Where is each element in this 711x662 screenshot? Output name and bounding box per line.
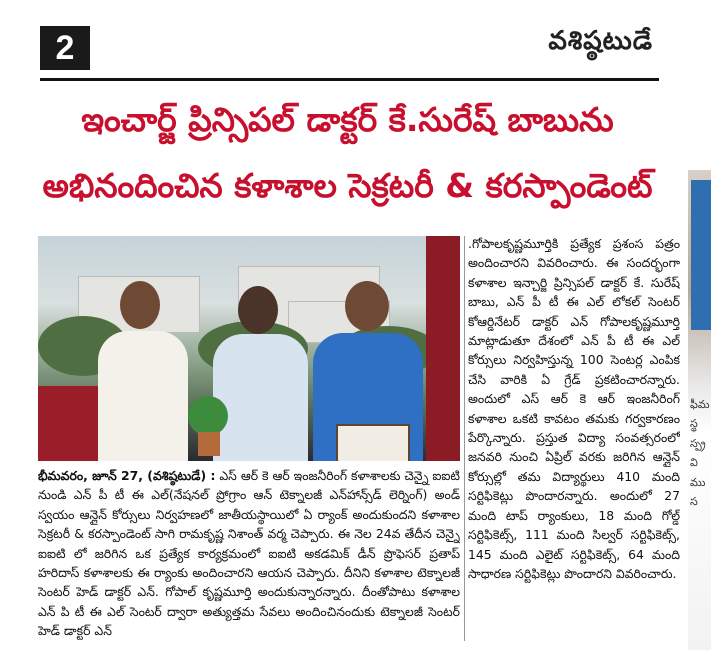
headline-line-1: ఇంచార్జ్ ప్రిన్సిపల్ డాక్టర్ కే.సురేష్ బాబును [81,100,614,139]
column-divider [464,236,465,641]
page-number: 2 [40,26,90,70]
news-photo [38,236,460,461]
red-sofa [38,386,98,461]
adjacent-article-text: ఫీమ స్థ స్ప్ర వి ము స [690,398,710,509]
masthead-logo: వశిష్ఠటుడే [548,26,653,56]
plant-gift [188,396,228,436]
red-curtain [426,236,460,461]
award-certificate [336,424,410,461]
article-body-left [38,466,460,642]
adjacent-photo-person [691,180,711,330]
person-center [213,286,308,461]
article-dateline: భీమవరం, జూన్ 27, (వశిష్ఠటుడే) : [38,468,216,483]
header-rule [40,78,659,81]
plant-pot [198,432,220,456]
article-text-left: ఎస్ ఆర్ కె ఆర్ ఇంజనీరింగ్ కళాశాలకు చెన్నై ఐఐటి నుండి ఎన్ పీ టీ ఈ ఎల్(నేషనల్ ప్రోగ్రాం ఆన్ టెక్నాలజీ ఎన్‌హాన్స్‌డ్ లెర్నింగ్) అండ్ స్వయం ఆన్లైన్ కోర్సులు నిర్వహణలో జాతీయస్థాయిలో ఏ ర్యాంక్ అందుకుందని కళాశాల సెక్రటరీ & కరస్పాండెంట్ సాగి రామకృష్ణ నిశాంత్ వర్మ చెప్పారు. ఈ నెల 24వ తేదీన చెన్నై ఐఐటి లో జరిగిన ఒక ప్రత్యేక కార్యక్రమంలో ఐఐటి అకడమిక్ డీన్ ప్రొఫెసర్ ప్రతాప్ హరిదాస్ కళాశాలకు ఈ ర్యాంకు అందించారని ఆయన చెప్పారు. దీనిని కళాశాల టెక్నాలజీ సెంటర్ హెడ్ డాక్టర్ ఎన్. గోపాల్ కృష్ణమూర్తి అందుకున్నారన్నారు. దీంతోపాటు కళాశాల ఎన్ పి టీ ఈ ఎల్ సెంటర్ ద్వారా అత్యుత్తమ సేవలు అందించినందుకు టెక్నాలజీ సెంటర్ హెడ్ డాక్టర్ ఎన్ [38,468,460,639]
person-left [98,281,188,461]
headline-line-2: అభినందించిన కళాశాల సెక్రటరీ & కరస్పాండెంట్ [42,166,653,205]
next-headline-fragment [150,648,710,662]
article-body-right: .గోపాలకృష్ణమూర్తికి ప్రత్యేక ప్రశంస పత్రం అందించారని వివరించారు. ఈ సందర్భంగా కళాశాల ఇన్చార్జి ప్రిన్సిపల్ డాక్టర్ కే. సురేష్ బాబు, ఎన్ పీ టీ ఈ ఎల్ లోకల్ సెంటర్ కోఆర్డినేటర్ డాక్టర్ ఎన్ గోపాలకృష్ణమూర్తి మాట్లాడుతూ దేశంలో ఎన్ పీ టీ ఈ ఎల్ కోర్సులు నిర్వహిస్తున్న 100 సెంటర్ల ఎంపిక చేసి వారికి ఏ గ్రేడ్ ప్రకటించారన్నారు. అందులో ఎస్ ఆర్ కె ఆర్ ఇంజనీరింగ్ కళాశాల ఒకటి కావటం తమకు గర్వకారణం పేర్కొన్నారు. ప్రస్తుత విద్యా సంవత్సరంలో జనవరి నుంచి ఏప్రిల్ వరకు జరిగిన ఆన్లైన్ కోర్సుల్లో తమ విద్యార్థులు 410 మంది సర్టిఫికెట్లు పొందారన్నారు. అందులో 27 మంది టాప్ ర్యాంకులు, 18 మంది గోల్డ్ సర్టిఫికెట్స్, 111 మంది సిల్వర్ సర్టిఫికెట్స్, 145 మంది ఎలైట్ సర్టిఫికెట్స్, 64 మంది సాధారణ సర్టిఫికెట్లు పొందారని వివరించారు. [468,236,680,581]
